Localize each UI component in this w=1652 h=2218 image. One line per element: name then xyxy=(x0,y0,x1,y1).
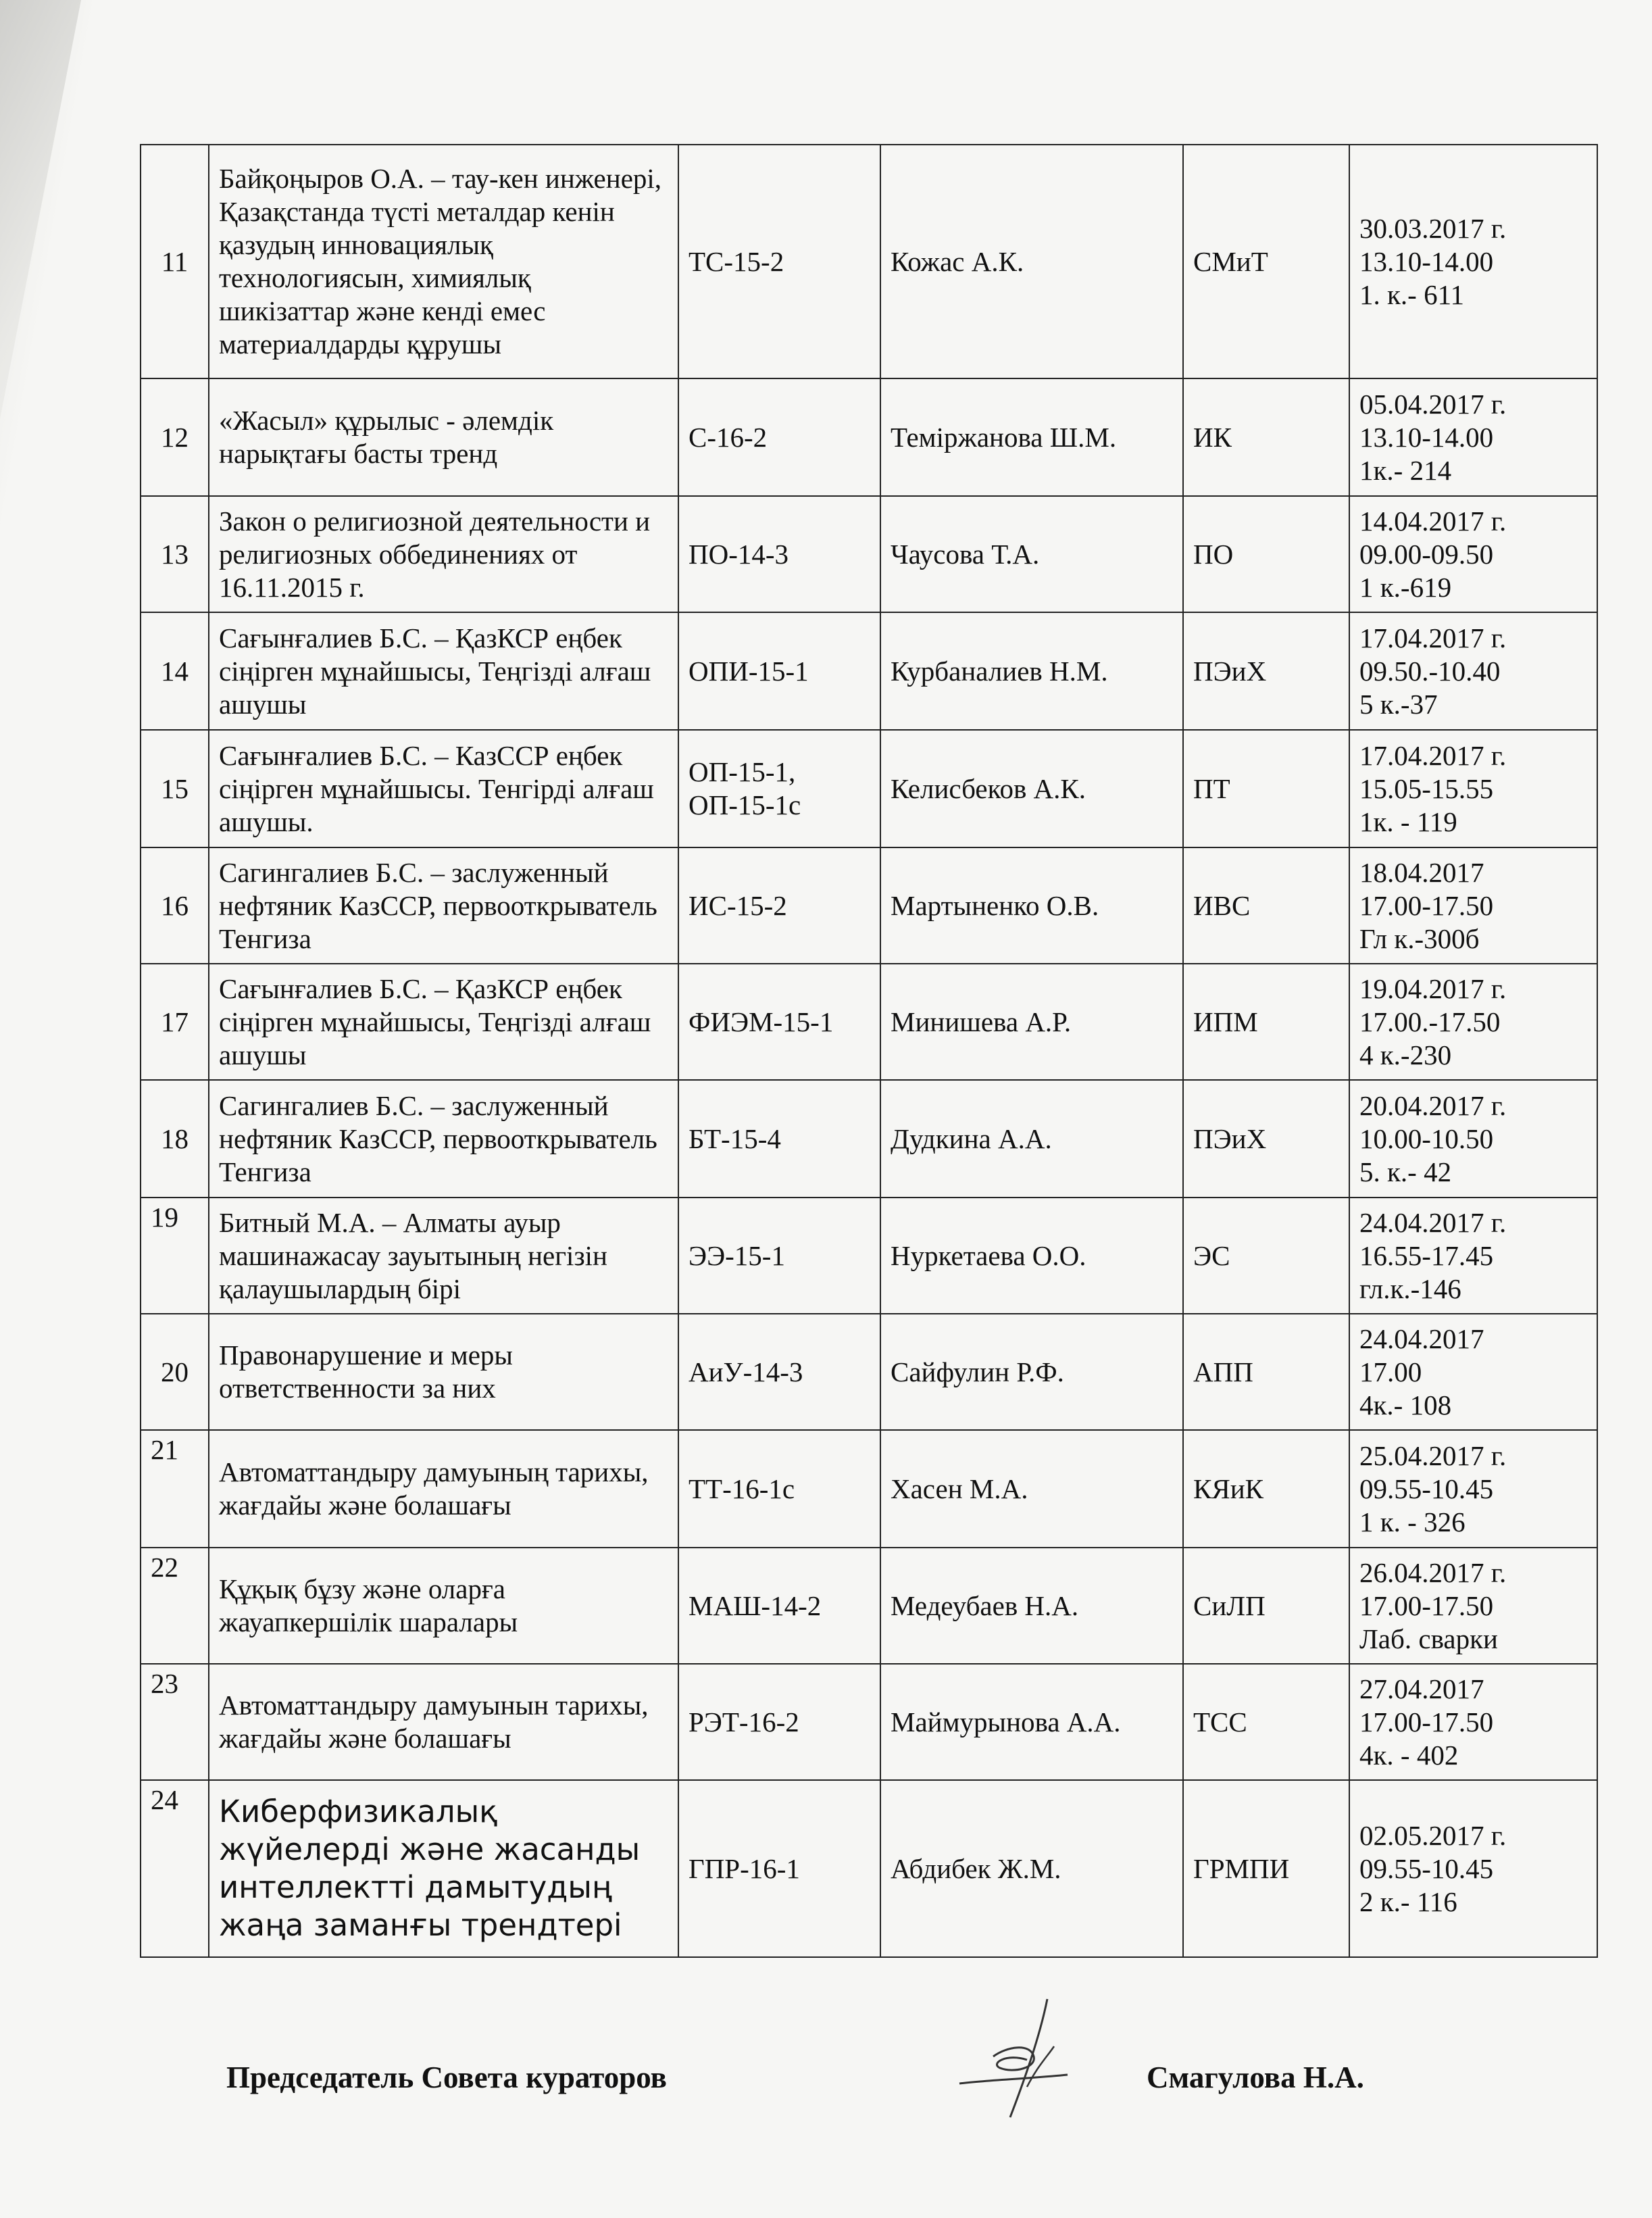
event-topic: Сагингалиев Б.С. – заслуженный нефтяник КазССР, первооткрыватель Тенгиза xyxy=(209,847,678,964)
date-time-room xyxy=(1349,1080,1597,1198)
event-room: 4к. - 402 xyxy=(1359,1739,1459,1771)
student-group: С-16-2 xyxy=(678,378,880,496)
student-group: ТС-15-2 xyxy=(678,145,880,378)
chair-name: Смагулова Н.А. xyxy=(1147,2061,1364,2094)
event-time: 13.10-14.00 xyxy=(1359,421,1494,453)
table-row xyxy=(141,1430,1597,1548)
event-date: 20.04.2017 г. xyxy=(1359,1089,1507,1121)
event-time: 15.05-15.55 xyxy=(1359,772,1494,804)
event-room: Лаб. сварки xyxy=(1359,1623,1498,1654)
table-row xyxy=(141,1664,1597,1780)
event-room: Гл к.-300б xyxy=(1359,922,1480,954)
curator-name: Кожас А.К. xyxy=(880,145,1183,378)
row-number: 21 xyxy=(141,1430,209,1548)
row-number: 17 xyxy=(141,964,209,1080)
event-topic: Сағынғалиев Б.С. – КазССР еңбек сіңірген мұнайшысы. Тенгірді алғаш ашушы. xyxy=(209,730,678,847)
row-number: 16 xyxy=(141,847,209,964)
student-group: БТ-15-4 xyxy=(678,1080,880,1198)
event-topic: Сағынғалиев Б.С. – ҚазКСР еңбек сіңірген мұнайшысы, Теңгізді алғаш ашушы xyxy=(209,964,678,1080)
event-date: 14.04.2017 г. xyxy=(1359,505,1507,537)
event-topic: Киберфизикалық жүйелерді және жасанды интеллектті дамытудың жаңа заманғы трендтері xyxy=(209,1780,678,1957)
curator-hours-table xyxy=(140,144,1598,1958)
table-row xyxy=(141,612,1597,730)
date-time-room xyxy=(1349,1430,1597,1548)
date-time-room xyxy=(1349,496,1597,612)
table-row xyxy=(141,496,1597,612)
event-date: 17.04.2017 г. xyxy=(1359,622,1507,654)
department: ПО xyxy=(1183,496,1349,612)
row-number: 20 xyxy=(141,1314,209,1430)
event-time: 17.00.-17.50 xyxy=(1359,1006,1501,1037)
event-date: 27.04.2017 xyxy=(1359,1673,1484,1704)
event-date: 17.04.2017 г. xyxy=(1359,739,1507,771)
curator-name: Дудкина А.А. xyxy=(880,1080,1183,1198)
curator-name: Маймурынова А.А. xyxy=(880,1664,1183,1780)
event-room: 1к. - 119 xyxy=(1359,806,1457,837)
event-room: 4к.- 108 xyxy=(1359,1389,1452,1421)
table-row xyxy=(141,1314,1597,1430)
event-date: 18.04.2017 xyxy=(1359,856,1484,888)
date-time-room xyxy=(1349,1314,1597,1430)
event-room: 5. к.- 42 xyxy=(1359,1156,1452,1187)
event-topic: Правонарушение и меры ответственности за них xyxy=(209,1314,678,1430)
curator-name: Келисбеков А.К. xyxy=(880,730,1183,847)
row-number: 24 xyxy=(141,1780,209,1957)
date-time-room xyxy=(1349,1198,1597,1314)
event-time: 09.55-10.45 xyxy=(1359,1852,1494,1884)
event-date: 05.04.2017 г. xyxy=(1359,388,1507,420)
date-time-room xyxy=(1349,378,1597,496)
event-room: 1 к. - 326 xyxy=(1359,1506,1466,1537)
date-time-room xyxy=(1349,145,1597,378)
signature-icon xyxy=(946,1992,1122,2127)
event-topic: Битный М.А. – Алматы ауыр машинажасау зауытының негізін қалаушылардың бірі xyxy=(209,1198,678,1314)
event-date: 19.04.2017 г. xyxy=(1359,972,1507,1004)
event-time: 09.55-10.45 xyxy=(1359,1473,1494,1504)
row-number: 23 xyxy=(141,1664,209,1780)
event-time: 09.00-09.50 xyxy=(1359,538,1494,570)
row-number: 22 xyxy=(141,1548,209,1664)
event-room: 1к.- 214 xyxy=(1359,454,1452,486)
date-time-room xyxy=(1349,730,1597,847)
department: СиЛП xyxy=(1183,1548,1349,1664)
department: ПЭиХ xyxy=(1183,612,1349,730)
curator-name: Нуркетаева О.О. xyxy=(880,1198,1183,1314)
department: ИПМ xyxy=(1183,964,1349,1080)
event-time: 13.10-14.00 xyxy=(1359,245,1494,277)
table-row xyxy=(141,1548,1597,1664)
event-topic: «Жасыл» құрылыс - әлемдік нарықтағы басты тренд xyxy=(209,378,678,496)
event-date: 25.04.2017 г. xyxy=(1359,1439,1507,1471)
event-date: 24.04.2017 г. xyxy=(1359,1206,1507,1238)
event-topic: Автоматтандыру дамуының тарихы, жағдайы және болашағы xyxy=(209,1430,678,1548)
event-date: 24.04.2017 xyxy=(1359,1323,1484,1354)
chair-title: Председатель Совета кураторов xyxy=(226,2061,667,2094)
event-room: 5 к.-37 xyxy=(1359,688,1438,720)
table-row xyxy=(141,1080,1597,1198)
event-date: 26.04.2017 г. xyxy=(1359,1556,1507,1588)
event-time: 09.50.-10.40 xyxy=(1359,655,1501,687)
event-room: 4 к.-230 xyxy=(1359,1039,1452,1070)
department: АПП xyxy=(1183,1314,1349,1430)
curator-name: Сайфулин Р.Ф. xyxy=(880,1314,1183,1430)
event-topic: Құқық бұзу және оларға жауапкершілік шаралары xyxy=(209,1548,678,1664)
student-group: ИС-15-2 xyxy=(678,847,880,964)
event-topic: Автоматтандыру дамуынын тарихы, жағдайы және болашағы xyxy=(209,1664,678,1780)
table-row xyxy=(141,1198,1597,1314)
department: ТСС xyxy=(1183,1664,1349,1780)
student-group: ЭЭ-15-1 xyxy=(678,1198,880,1314)
event-topic: Байқоңыров О.А. – тау-кен инженері, Қазақстанда түсті металдар кенін қазудың инновациялық технологиясын, химиялық шикізаттар және кенді емес материалдарды құрушы xyxy=(209,145,678,378)
department: ПЭиХ xyxy=(1183,1080,1349,1198)
event-topic: Закон о религиозной деятельности и религиозных оббединениях от 16.11.2015 г. xyxy=(209,496,678,612)
event-date: 30.03.2017 г. xyxy=(1359,212,1507,244)
date-time-room xyxy=(1349,964,1597,1080)
date-time-room xyxy=(1349,847,1597,964)
event-room: 2 к.- 116 xyxy=(1359,1886,1457,1917)
student-group: ОПИ-15-1 xyxy=(678,612,880,730)
event-room: гл.к.-146 xyxy=(1359,1273,1461,1304)
curator-name: Чаусова Т.А. xyxy=(880,496,1183,612)
table-row xyxy=(141,730,1597,847)
curator-name: Хасен М.А. xyxy=(880,1430,1183,1548)
student-group: РЭТ-16-2 xyxy=(678,1664,880,1780)
table-body xyxy=(141,145,1597,1957)
date-time-room xyxy=(1349,1664,1597,1780)
event-topic: Сагингалиев Б.С. – заслуженный нефтяник КазССР, первооткрыватель Тенгиза xyxy=(209,1080,678,1198)
event-time: 17.00-17.50 xyxy=(1359,1589,1494,1621)
student-group: МАШ-14-2 xyxy=(678,1548,880,1664)
document-footer xyxy=(0,2040,1652,2121)
student-group: ГПР-16-1 xyxy=(678,1780,880,1957)
row-number: 12 xyxy=(141,378,209,496)
department: ГРМПИ xyxy=(1183,1780,1349,1957)
row-number: 11 xyxy=(141,145,209,378)
student-group: ТТ-16-1с xyxy=(678,1430,880,1548)
student-group: ФИЭМ-15-1 xyxy=(678,964,880,1080)
event-time: 17.00-17.50 xyxy=(1359,1706,1494,1738)
department: КЯиК xyxy=(1183,1430,1349,1548)
curator-name: Мартыненко О.В. xyxy=(880,847,1183,964)
department: ПТ xyxy=(1183,730,1349,847)
event-topic: Сағынғалиев Б.С. – ҚазКСР еңбек сіңірген мұнайшысы, Теңгізді алғаш ашушы xyxy=(209,612,678,730)
department: ИК xyxy=(1183,378,1349,496)
event-time: 17.00-17.50 xyxy=(1359,889,1494,921)
event-room: 1 к.-619 xyxy=(1359,571,1452,603)
date-time-room xyxy=(1349,612,1597,730)
event-date: 02.05.2017 г. xyxy=(1359,1819,1507,1851)
event-time: 17.00 xyxy=(1359,1356,1422,1387)
department: ЭС xyxy=(1183,1198,1349,1314)
curator-name: Теміржанова Ш.М. xyxy=(880,378,1183,496)
event-room: 1. к.- 611 xyxy=(1359,278,1465,310)
student-group: ОП-15-1, ОП-15-1с xyxy=(678,730,880,847)
row-number: 14 xyxy=(141,612,209,730)
table-row xyxy=(141,847,1597,964)
event-time: 16.55-17.45 xyxy=(1359,1239,1494,1271)
student-group: ПО-14-3 xyxy=(678,496,880,612)
table-row xyxy=(141,1780,1597,1957)
department: СМиТ xyxy=(1183,145,1349,378)
student-group: АиУ-14-3 xyxy=(678,1314,880,1430)
date-time-room xyxy=(1349,1548,1597,1664)
curator-name: Минишева А.Р. xyxy=(880,964,1183,1080)
row-number: 13 xyxy=(141,496,209,612)
row-number: 19 xyxy=(141,1198,209,1314)
row-number: 15 xyxy=(141,730,209,847)
date-time-room xyxy=(1349,1780,1597,1957)
row-number: 18 xyxy=(141,1080,209,1198)
curator-name: Медеубаев Н.А. xyxy=(880,1548,1183,1664)
table-row xyxy=(141,378,1597,496)
event-time: 10.00-10.50 xyxy=(1359,1123,1494,1154)
table-row xyxy=(141,964,1597,1080)
curator-name: Курбаналиев Н.М. xyxy=(880,612,1183,730)
department: ИВС xyxy=(1183,847,1349,964)
table-row xyxy=(141,145,1597,378)
curator-name: Абдибек Ж.М. xyxy=(880,1780,1183,1957)
